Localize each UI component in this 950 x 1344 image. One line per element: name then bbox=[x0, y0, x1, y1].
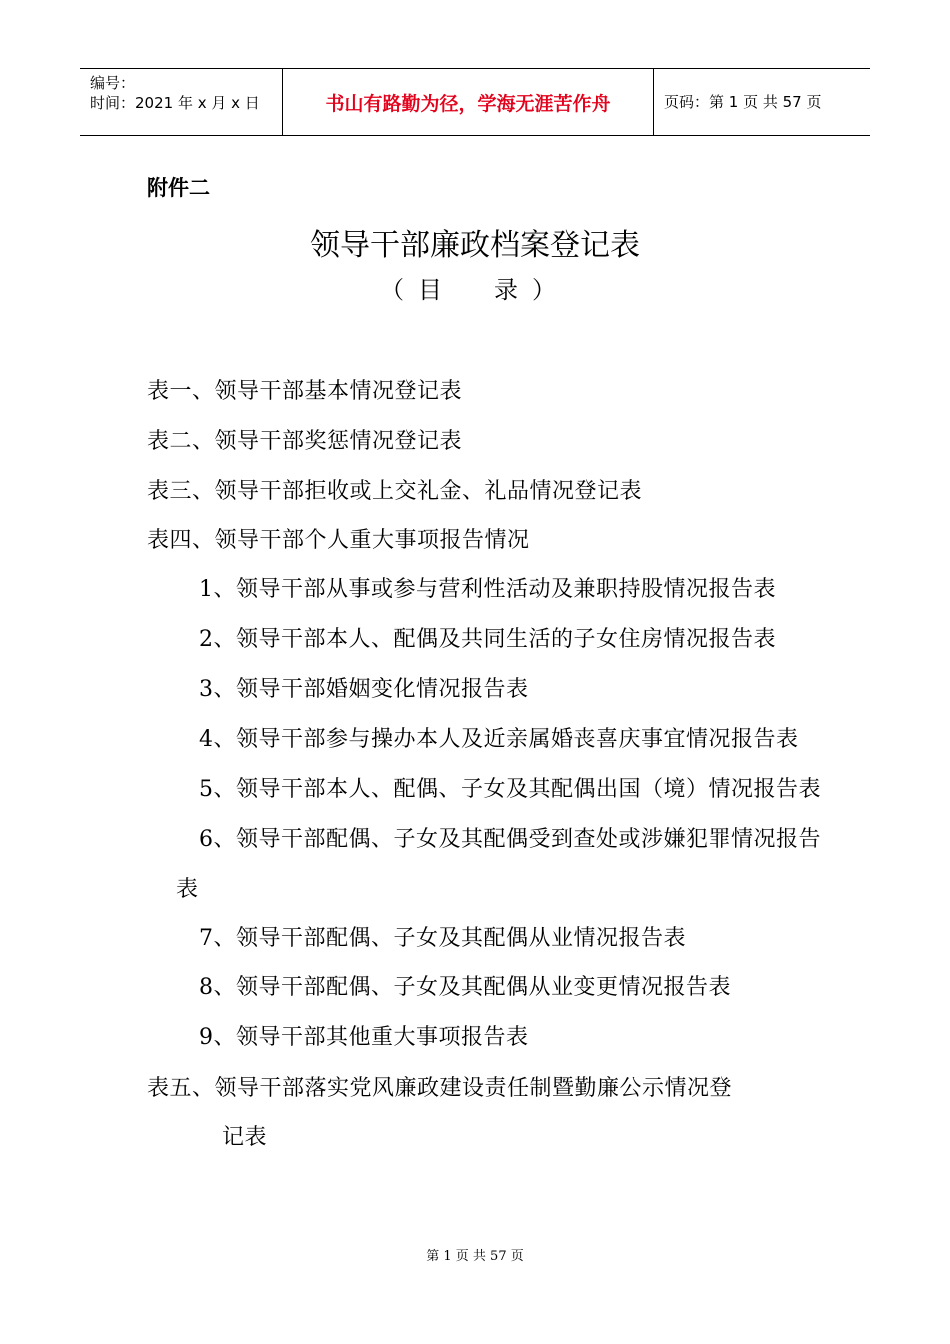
document-title: 领导干部廉政档案登记表 bbox=[310, 228, 640, 263]
header-motto-cell bbox=[282, 69, 654, 135]
page-header bbox=[80, 68, 870, 136]
toc-table-5: 表五、领导干部落实党风廉政建设责任制暨勤廉公示情况登 bbox=[147, 1076, 733, 1101]
header-motto: 书山有路勤为径，学海无涯苦作舟 bbox=[325, 92, 611, 115]
toc-item-7: 7、领导干部配偶、子女及其配偶从业情况报告表 bbox=[199, 926, 686, 951]
document-date: 时间：2021 年 x 月 x 日 bbox=[90, 94, 260, 112]
toc-item-3: 3、领导干部婚姻变化情况报告表 bbox=[199, 677, 529, 702]
attachment-label: 附件二 bbox=[147, 176, 210, 200]
document-subtitle: （目 录） bbox=[380, 276, 570, 304]
page-footer: 第 1 页 共 57 页 bbox=[426, 1249, 524, 1264]
toc-item-1: 1、领导干部从事或参与营利性活动及兼职持股情况报告表 bbox=[199, 577, 776, 602]
toc-table-3: 表三、领导干部拒收或上交礼金、礼品情况登记表 bbox=[147, 479, 643, 504]
toc-item-4: 4、领导干部参与操办本人及近亲属婚丧喜庆事宜情况报告表 bbox=[199, 727, 799, 752]
header-page-cell bbox=[654, 69, 870, 135]
header-meta bbox=[80, 69, 282, 135]
toc-item-5: 5、领导干部本人、配偶、子女及其配偶出国（境）情况报告表 bbox=[199, 777, 821, 802]
toc-table-4: 表四、领导干部个人重大事项报告情况 bbox=[147, 528, 530, 553]
header-page-info: 页码：第 1 页 共 57 页 bbox=[664, 93, 822, 111]
toc-item-8: 8、领导干部配偶、子女及其配偶从业变更情况报告表 bbox=[199, 975, 731, 1000]
toc-item-6: 6、领导干部配偶、子女及其配偶受到查处或涉嫌犯罪情况报告 bbox=[199, 827, 821, 852]
toc-item-2: 2、领导干部本人、配偶及共同生活的子女住房情况报告表 bbox=[199, 627, 776, 652]
toc-table-5-continued: 记表 bbox=[222, 1125, 268, 1150]
document-number: 编号： bbox=[90, 74, 136, 92]
toc-table-2: 表二、领导干部奖惩情况登记表 bbox=[147, 429, 463, 454]
toc-item-9: 9、领导干部其他重大事项报告表 bbox=[199, 1025, 529, 1050]
toc-item-6-continued: 表 bbox=[176, 877, 199, 902]
toc-table-1: 表一、领导干部基本情况登记表 bbox=[147, 379, 463, 404]
